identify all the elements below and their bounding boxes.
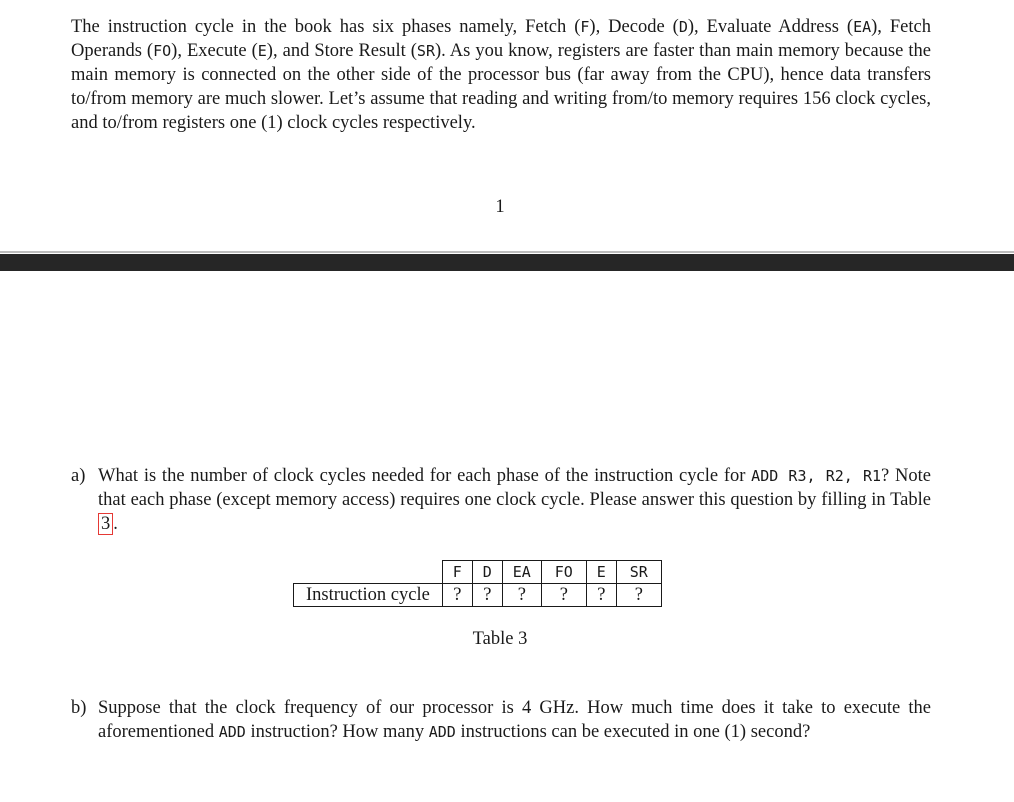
instruction-code: ADD bbox=[218, 723, 246, 741]
question-a-text bbox=[98, 464, 931, 536]
question-b-label: b) bbox=[71, 698, 87, 718]
question-text: instructions can be executed in one (1) second? bbox=[455, 722, 811, 742]
table-row bbox=[294, 584, 662, 607]
table-header-cell: FO bbox=[541, 561, 586, 584]
page-number: 1 bbox=[495, 197, 505, 217]
intro-text: ). As you know, registers are faster than main memory because the main memory is connected on the other side of the processor bus (far away from the CPU), hence data transfers to/from memory are much slower. Let’s assume that reading and writing from/to memory requires 156 clock cycles, and to/from registers one (1) clock cycles respectively. bbox=[71, 41, 931, 133]
intro-text: ), Fetch Operands ( bbox=[71, 17, 931, 61]
page-divider-line bbox=[0, 251, 1014, 253]
intro-paragraph bbox=[71, 15, 931, 135]
question-b bbox=[71, 696, 931, 744]
phase-code-f: F bbox=[580, 18, 590, 36]
question-text: ? Note that each phase (except memory access) requires one clock cycle. Please answer this question by filling in Table bbox=[98, 466, 931, 510]
instruction-code: ADD R3, R2, R1 bbox=[751, 467, 882, 485]
phase-table bbox=[293, 560, 662, 607]
table-cell: ? bbox=[616, 584, 661, 607]
instruction-code: ADD bbox=[428, 723, 456, 741]
page-divider-bar bbox=[0, 254, 1014, 271]
question-a-label: a) bbox=[71, 466, 86, 486]
phase-code-d: D bbox=[678, 18, 688, 36]
table-cell: ? bbox=[472, 584, 502, 607]
phase-code-e: E bbox=[257, 42, 267, 60]
intro-text: ), Execute ( bbox=[171, 41, 258, 61]
question-a bbox=[71, 464, 931, 536]
phase-code-fo: FO bbox=[153, 42, 172, 60]
table-row-label: Instruction cycle bbox=[294, 584, 443, 607]
table-cell: ? bbox=[442, 584, 472, 607]
table-header-cell: EA bbox=[502, 561, 541, 584]
table-header-cell: E bbox=[586, 561, 616, 584]
question-text: instruction? How many bbox=[245, 722, 429, 742]
phase-code-ea: EA bbox=[853, 18, 872, 36]
table-header-cell: SR bbox=[616, 561, 661, 584]
question-text: . bbox=[113, 514, 118, 534]
table-header-cell: F bbox=[442, 561, 472, 584]
intro-text: ), Decode ( bbox=[589, 17, 679, 37]
intro-text: The instruction cycle in the book has six phases namely, Fetch ( bbox=[71, 17, 581, 37]
table-corner-cell bbox=[294, 561, 443, 584]
table-header-cell: D bbox=[472, 561, 502, 584]
intro-text: ), Evaluate Address ( bbox=[687, 17, 854, 37]
table-cell: ? bbox=[502, 584, 541, 607]
question-text: Suppose that the clock frequency of our processor is 4 GHz. How much time does it take to execute the aforementioned bbox=[98, 698, 931, 742]
table-cell: ? bbox=[586, 584, 616, 607]
table-cell: ? bbox=[541, 584, 586, 607]
phase-code-sr: SR bbox=[416, 42, 435, 60]
table-reference-link[interactable]: 3 bbox=[98, 513, 113, 535]
table-header-row bbox=[294, 561, 662, 584]
question-text: What is the number of clock cycles needed for each phase of the instruction cycle for bbox=[98, 466, 752, 486]
table-caption: Table 3 bbox=[472, 629, 528, 649]
intro-text: ), and Store Result ( bbox=[266, 41, 417, 61]
question-b-text bbox=[98, 696, 931, 744]
